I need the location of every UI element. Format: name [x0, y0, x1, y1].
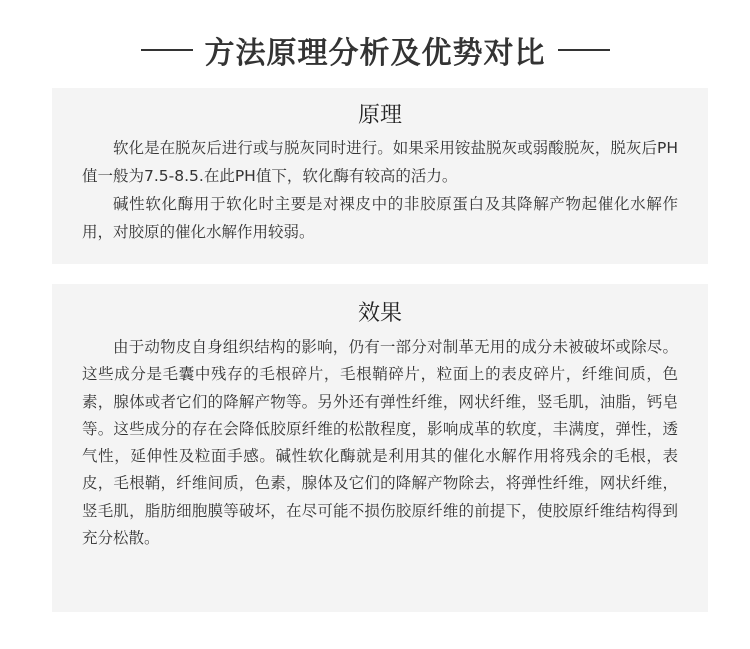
page-heading [0, 26, 750, 74]
effect-paragraph: 由于动物皮自身组织结构的影响，仍有一部分对制革无用的成分未被破坏或除尽。这些成分是毛囊中残存的毛根碎片，毛根鞘碎片，粒面上的表皮碎片，纤维间质，色素，腺体或者它们的降解产物等。另外还有弹性纤维，网状纤维，竖毛肌，油脂，钙皂等。这些成分的存在会降低胶原纤维的松散程度，影响成革的软度，丰满度，弹性，透气性，延伸性及粒面手感。碱性软化酶就是利用其的催化水解作用将残余的毛根，表皮，毛根鞘，纤维间质，色素，腺体及它们的降解产物除去，将弹性纤维，网状纤维，竖毛肌，脂肪细胞膜等破坏，在尽可能不损伤胶原纤维的前提下，使胶原纤维结构得到充分松散。 [82, 338, 678, 548]
principle-paragraph-2: 碱性软化酶用于软化时主要是对裸皮中的非胶原蛋白及其降解产物起催化水解作用，对胶原的催化水解作用较弱。 [82, 195, 678, 241]
heading-left-dash [141, 49, 193, 51]
principle-card [52, 88, 708, 264]
page-title: 方法原理分析及优势对比 [204, 36, 546, 71]
effect-card [52, 284, 708, 612]
principle-title: 原理 [357, 103, 402, 128]
heading-right-dash [558, 49, 610, 51]
effect-title: 效果 [357, 301, 402, 326]
principle-paragraph-1: 软化是在脱灰后进行或与脱灰同时进行。如果采用铵盐脱灰或弱酸脱灰，脱灰后PH值一般为7.5-8.5.在此PH值下，软化酶有较高的活力。 [82, 139, 678, 185]
